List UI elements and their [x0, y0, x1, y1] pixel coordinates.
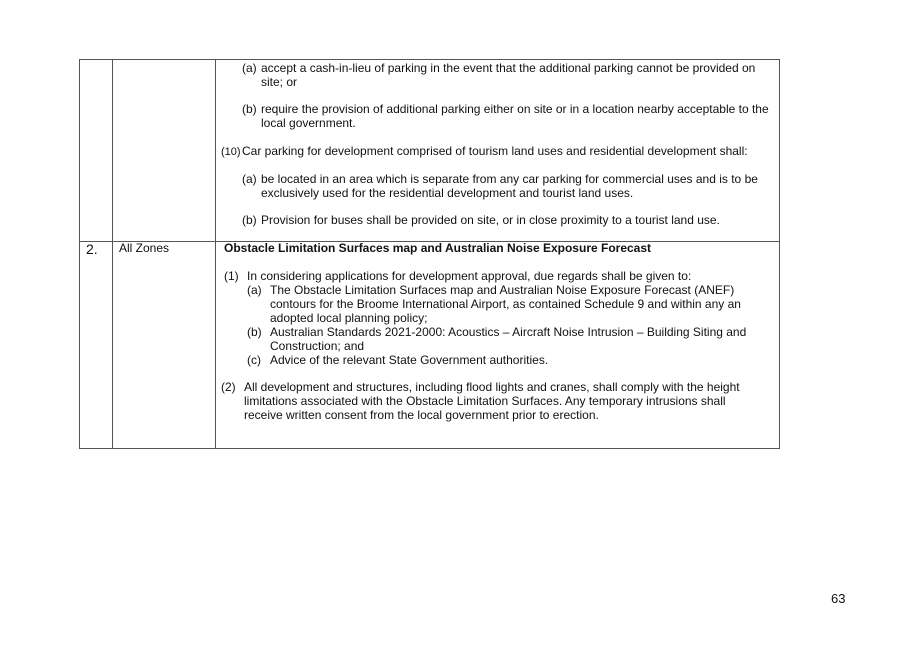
- clause-2-line-2: limitations associated with the Obstacle Limitation Surfaces. Any temporary intrusions shall: [244, 394, 726, 408]
- column-divider-2: [215, 60, 216, 448]
- page-number: 63: [831, 591, 846, 606]
- column-divider-1: [112, 60, 113, 448]
- clause-10-a-label: (a): [242, 172, 257, 186]
- clause-1-a-line-3: adopted local planning policy;: [270, 311, 428, 325]
- item-a-line-1: accept a cash-in-lieu of parking in the event that the additional parking cannot be provided on: [261, 61, 756, 75]
- item-a-line-2: site; or: [261, 75, 298, 89]
- clause-10-label: (10): [221, 146, 241, 158]
- clause-1-text: In considering applications for development approval, due regards shall be given to:: [247, 269, 692, 283]
- item-a-label: (a): [242, 61, 257, 75]
- row-number: 2.: [86, 241, 98, 257]
- item-b-line-1: require the provision of additional parking either on site or in a location nearby acceptable to the: [261, 102, 769, 116]
- clause-1-a-line-2: contours for the Broome International Airport, as contained Schedule 9 and within any an: [270, 297, 741, 311]
- clause-1-a-label: (a): [247, 283, 262, 297]
- zone-label: All Zones: [119, 241, 170, 255]
- clause-1-label: (1): [224, 269, 239, 283]
- clause-1-c-label: (c): [247, 353, 261, 367]
- clause-1-b-line-1: Australian Standards 2021-2000: Acoustics – Aircraft Noise Intrusion – Building Siting and: [270, 325, 747, 339]
- clause-2-label: (2): [221, 380, 236, 394]
- clause-1-b-line-2: Construction; and: [270, 339, 365, 353]
- clause-1-b-label: (b): [247, 325, 262, 339]
- section-heading: Obstacle Limitation Surfaces map and Australian Noise Exposure Forecast: [224, 241, 652, 255]
- clause-10-a-line-2: exclusively used for the residential development and tourist land uses.: [261, 186, 634, 200]
- clause-2-line-1: All development and structures, including flood lights and cranes, shall comply with the height: [244, 380, 740, 394]
- clause-1-c-line-1: Advice of the relevant State Government authorities.: [270, 353, 549, 367]
- clause-1-a-line-1: The Obstacle Limitation Surfaces map and Australian Noise Exposure Forecast (ANEF): [270, 283, 735, 297]
- item-b-line-2: local government.: [261, 116, 356, 130]
- clause-10-text: Car parking for development comprised of tourism land uses and residential development shall:: [242, 144, 748, 158]
- clause-10-b-line-1: Provision for buses shall be provided on site, or in close proximity to a tourist land use.: [261, 213, 720, 227]
- clause-10-b-label: (b): [242, 213, 257, 227]
- item-b-label: (b): [242, 102, 257, 116]
- clause-2-line-3: receive written consent from the local government prior to erection.: [244, 408, 599, 422]
- clause-10-a-line-1: be located in an area which is separate from any car parking for commercial uses and is to be: [261, 172, 758, 186]
